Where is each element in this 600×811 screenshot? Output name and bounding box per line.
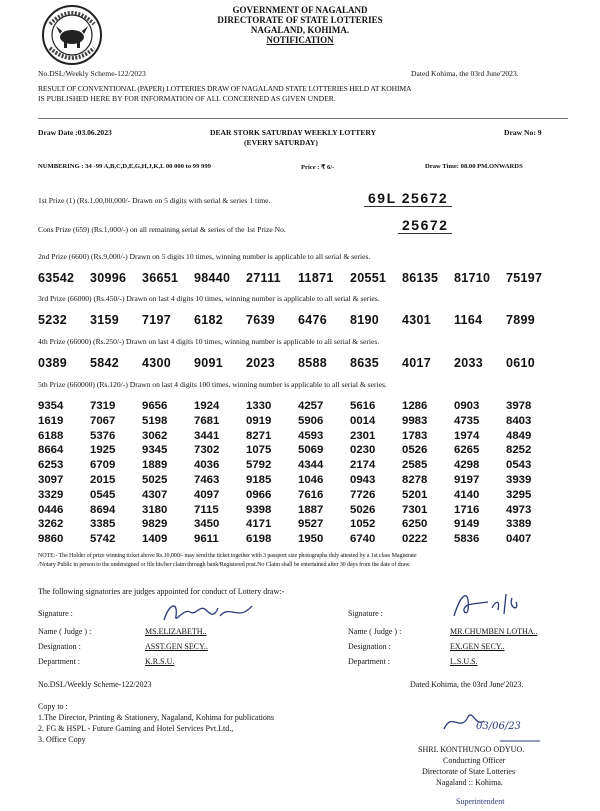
prize-number: 9527 [298,518,324,531]
designation-left: ASST.GEN SECY.. [145,642,208,651]
fifth-prize-row [38,444,558,456]
signature-label-right: Signature : [348,609,383,618]
prize-number: 1052 [350,518,376,531]
intro-line-2: IS PUBLISHED HERE BY FOR INFORMATION OF ALL CONCERNED AS GIVEN UNDER. [38,94,336,103]
prize-number: 4344 [298,459,324,472]
prize-number: 5069 [298,444,324,457]
prize-number: 3450 [194,518,220,531]
cons-prize-label: Cons Prize (659) (Rs.1,000/-) on all remaining serial & series of the 1st Prize No. [38,225,286,234]
prize-number: 2301 [350,429,376,442]
designation-label-left: Designation : [38,642,81,651]
prize-number: 4257 [298,400,324,412]
prize-number: 9611 [194,533,219,546]
prize-number: 0222 [402,533,428,546]
prize-number: 1974 [454,429,480,442]
prize-number: 4973 [506,503,532,516]
prize-number: 7067 [90,414,116,427]
copy-item-3: 3. Office Copy [38,735,86,744]
prize-number: 6709 [90,459,116,472]
prize-number: 5025 [142,474,168,486]
prize-number: 0526 [402,444,428,457]
prize-number: 9983 [402,414,428,427]
fifth-prize-row [38,504,558,516]
prize-number: 63542 [38,271,75,285]
prize-number: 4017 [402,356,432,370]
prize-number: 9149 [454,518,480,531]
prize-number: 5906 [298,414,324,427]
prize-number: 0919 [246,414,272,427]
prize-number: 4593 [298,429,324,442]
prize-number: 8190 [350,313,380,327]
footer-dated: Dated Kohima, the 03rd June'2023. [410,680,524,689]
prize-number: 0230 [350,444,376,457]
draw-date: Draw Date :03.06.2023 [38,128,112,137]
prize-number: 9185 [246,474,272,486]
prize-number: 3939 [506,474,532,486]
prize-number: 5201 [402,488,428,501]
prize-number: 6188 [38,429,64,442]
header-notification: NOTIFICATION [266,35,334,45]
prize-number: 1783 [402,429,428,442]
second-prize-label: 2nd Prize (6600) (Rs.9,000/-) Drawn on 5 digits 10 times, winning number is applicable to all serial & series. [38,252,371,261]
fifth-prize-row [38,533,558,545]
prize-number: 5842 [90,356,120,370]
prize-number: 3441 [194,429,220,442]
department-label-left: Department : [38,657,80,666]
prize-number: 7726 [350,488,376,501]
prize-number: 4036 [194,459,220,472]
department-right: L.S.U.S. [450,657,478,666]
prize-number: 86135 [402,271,439,285]
prize-number: 5026 [350,503,376,516]
prize-number: 0903 [454,400,480,412]
prize-number: 8588 [298,356,328,370]
prize-number: 81710 [454,271,491,285]
prize-number: 7302 [194,444,220,457]
header-line-3: NAGALAND, KOHIMA. [250,25,350,35]
third-prize-row [38,313,558,327]
fifth-prize-row [38,474,558,486]
signature-label-left: Signature : [38,609,73,618]
handwritten-signature-right [448,588,538,627]
prize-number: 4307 [142,488,168,501]
judge-name-label-left: Name ( Judge ) : [38,627,92,636]
prize-number: 3978 [506,400,532,412]
prize-number: 1164 [454,313,483,327]
prize-number: 3329 [38,488,64,501]
prize-number: 0545 [90,488,116,501]
prize-number: 0446 [38,503,64,516]
prize-number: 7639 [246,313,276,327]
price: Price : ₹ 6/- [301,164,335,171]
fourth-prize-row [38,356,558,370]
prize-number: 3180 [142,503,168,516]
prize-number: 3159 [90,313,120,327]
prize-number: 3262 [38,518,64,531]
prize-number: 8278 [402,474,428,486]
draw-no: Draw No: 9 [504,128,542,137]
prize-number: 8664 [38,444,64,457]
prize-number: 1075 [246,444,272,457]
prize-number: 4735 [454,414,480,427]
prize-number: 1924 [194,400,220,412]
prize-number: 5616 [350,400,376,412]
officer-sign-date: 03/06/23 [476,721,521,732]
prize-number: 5376 [90,429,116,442]
fifth-prize-row [38,415,558,427]
prize-number: 0966 [246,488,272,501]
prize-number: 7115 [194,503,219,516]
prize-number: 3295 [506,488,532,501]
ref-no: No.DSL/Weekly Scheme-122/2023 [38,69,146,78]
fourth-prize-label: 4th Prize (66000) (Rs.250/-) Drawn on last 4 digits 10 times, winning number is applicable to all serial & series. [38,337,380,346]
judge-name-label-right: Name ( Judge ) : [348,627,402,636]
prize-number: 5836 [454,533,480,546]
prize-number: 6182 [194,313,224,327]
officer-directorate: Directorate of State Lotteries [422,767,516,776]
prize-number: 0407 [506,533,532,546]
prize-number: 5792 [246,459,272,472]
draw-time: Draw Time: 08.00 PM.ONWARDS [425,163,523,170]
prize-number: 9398 [246,503,272,516]
prize-number: 9354 [38,400,64,412]
prize-number: 98440 [194,271,231,285]
prize-number: 2033 [454,356,484,370]
prize-number: 7681 [194,414,220,427]
prize-number: 1046 [298,474,324,486]
fifth-prize-row [38,459,558,471]
judges-intro: The following signatories are judges appointed for conduct of Lottery draw:- [38,587,285,596]
judge-name-right: MR.CHUMBEN LOTHA.. [450,627,538,636]
prize-number: 6250 [402,518,428,531]
first-prize-value: 69L 25672 [364,190,452,207]
fifth-prize-row [38,518,558,530]
divider [38,118,568,119]
prize-number: 8252 [506,444,532,457]
second-prize-row [38,271,558,285]
prize-number: 8271 [246,429,272,442]
officer-place: Nagaland :: Kohima. [436,778,503,787]
prize-number: 7899 [506,313,536,327]
prize-number: 4298 [454,459,480,472]
prize-number: 9091 [194,356,224,370]
intro-line-1: RESULT OF CONVENTIONAL (PAPER) LOTTERIES DRAW OF NAGALAND STATE LOTTERIES HELD AT KOHIMA [38,84,412,93]
prize-number: 9656 [142,400,168,412]
handwritten-signature-left [160,598,260,633]
prize-number: 4300 [142,356,172,370]
prize-number: 3097 [38,474,64,486]
prize-number: 0389 [38,356,68,370]
prize-number: 1950 [298,533,324,546]
designation-label-right: Designation : [348,642,391,651]
prize-number: 4171 [246,518,272,531]
department-label-right: Department : [348,657,390,666]
prize-number: 1409 [142,533,168,546]
prize-number: 11871 [298,271,334,285]
prize-number: 36651 [142,271,179,285]
prize-number: 1887 [298,503,324,516]
prize-number: 2023 [246,356,276,370]
prize-number: 7197 [142,313,172,327]
prize-number: 9197 [454,474,480,486]
prize-number: 6476 [298,313,328,327]
prize-number: 3389 [506,518,532,531]
prize-number: 9345 [142,444,168,457]
department-left: K.R.S.U. [145,657,175,666]
numbering: NUMBERING : 34 -99 A,B,C,D,E,G,H,J,K,L 00 000 to 99 999 [38,163,211,170]
officer-role: Conducting Officer [443,756,506,765]
prize-number: 8694 [90,503,116,516]
prize-number: 4140 [454,488,480,501]
designation-right: EX.GEN SECY.. [450,642,505,651]
prize-number: 3062 [142,429,168,442]
fifth-prize-row [38,400,558,412]
prize-number: 1619 [38,414,64,427]
prize-number: 75197 [506,271,543,285]
prize-number: 1716 [454,503,480,516]
lottery-name: DEAR STORK SATURDAY WEEKLY LOTTERY [210,128,377,137]
prize-number: 5232 [38,313,68,327]
prize-number: 1925 [90,444,116,457]
prize-number: 7319 [90,400,116,412]
prize-number: 0943 [350,474,376,486]
prize-number: 4849 [506,429,532,442]
prize-number: 9829 [142,518,168,531]
third-prize-label: 3rd Prize (66000) (Rs.450/-) Drawn on last 4 digits 10 times, winning number is applicable to all serial & series. [38,294,380,303]
copy-to: Copy to : [38,702,68,711]
copy-item-2: 2. FG & HSPL - Future Gaming and Hotel Services Pvt.Ltd., [38,724,234,733]
prize-number: 4097 [194,488,220,501]
fifth-prize-row [38,489,558,501]
fifth-prize-label: 5th Prize (660000) (Rs.120/-) Drawn on last 4 digits 100 times, winning number is applicable to all serial & series. [38,380,387,389]
prize-number: 8403 [506,414,532,427]
superintendent-stamp: Superintendent [456,797,505,806]
prize-number: 6198 [246,533,272,546]
prize-number: 0610 [506,356,536,370]
fifth-prize-grid [0,400,600,550]
copy-item-1: 1.The Director, Printing & Stationery, Nagaland, Kohima for publications [38,713,274,722]
prize-number: 0543 [506,459,532,472]
prize-number: 1286 [402,400,428,412]
prize-number: 2174 [350,459,376,472]
note-line-2: /Notary Public in person to the undersigned or file his/her claim through bank/Registered post.No Claim shall be entertained after 30 days from the date of draw. [38,562,411,568]
prize-number: 5198 [142,414,168,427]
prize-number: 2015 [90,474,116,486]
prize-number: 6740 [350,533,376,546]
prize-number: 8635 [350,356,380,370]
prize-number: 7616 [298,488,324,501]
prize-number: 20551 [350,271,387,285]
first-prize-label: 1st Prize (1) (Rs.1,00,00,000/- Drawn on 5 digits with serial & series 1 time. [38,196,271,205]
prize-number: 9860 [38,533,64,546]
footer-ref-no: No.DSL/Weekly Scheme-122/2023 [38,680,152,689]
prize-number: 5742 [90,533,116,546]
prize-number: 1330 [246,400,272,412]
judge-name-left: MS.ELIZABETH.. [145,627,207,636]
prize-number: 6253 [38,459,64,472]
prize-number: 6265 [454,444,480,457]
header-line-1: GOVERNMENT OF NAGALAND [232,5,368,15]
prize-number: 4301 [402,313,432,327]
prize-number: 1889 [142,459,168,472]
prize-number: 30996 [90,271,127,285]
note-line-1: NOTE:- The Holder of prize winning ticket above Rs.10,000/- may send the ticket together with 3 passport size photographs duly attested by a 1st class Magistrate [38,553,417,559]
prize-number: 2585 [402,459,428,472]
prize-number: 3385 [90,518,116,531]
prize-number: 27111 [246,271,281,285]
fifth-prize-row [38,430,558,442]
prize-number: 0014 [350,414,376,427]
header-line-2: DIRECTORATE OF STATE LOTTERIES [217,15,383,25]
cons-prize-value: 25672 [398,217,452,234]
lottery-frequency: (EVERY SATURDAY) [244,138,318,147]
prize-number: 7463 [194,474,220,486]
officer-name: SHRI. KONTHUNGO ODYUO. [418,745,525,754]
ref-dated: Dated Kohima, the 03rd June'2023. [411,69,519,78]
prize-number: 7301 [402,503,428,516]
